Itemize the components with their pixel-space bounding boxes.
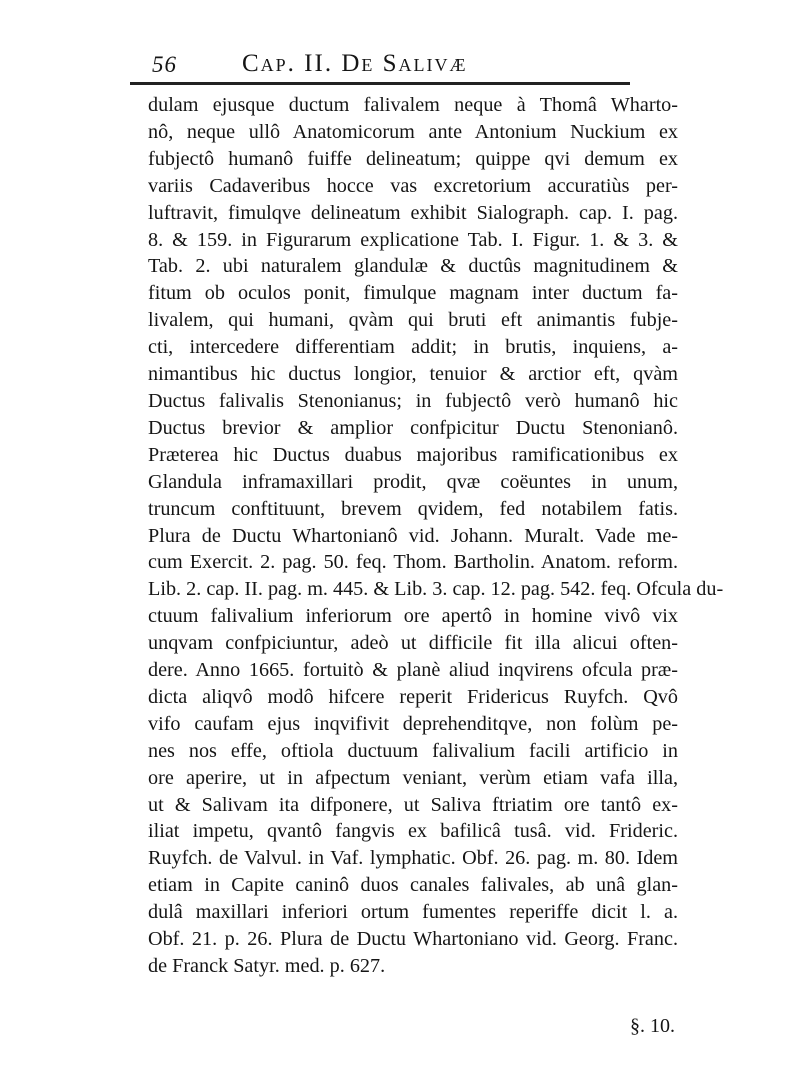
text-line: nes nos effe, oftiola ductuum falivalium facili artificio in [148, 739, 678, 762]
chapter-title: Cap. II. De Salivæ [242, 50, 468, 77]
text-line: etiam in Capite caninô duos canales falivales, ab unâ glan- [148, 874, 678, 897]
body-text [148, 92, 724, 980]
text-line: ore aperire, ut in afpectum veniant, verùm etiam vafa illa, [148, 766, 678, 789]
text-line: ctuum falivalium inferiorum ore apertô in homine vivô vix [148, 605, 678, 628]
text-line: truncum conftituunt, brevem qvidem, fed notabilem fatis. [148, 497, 678, 520]
text-line: dulam ejusque ductum falivalem neque à Thomâ Wharto- [148, 94, 678, 116]
text-line: Obf. 21. p. 26. Plura de Ductu Whartoniano vid. Georg. Franc. [148, 928, 678, 951]
text-line: Ruyfch. de Valvul. in Vaf. lymphatic. Obf. 26. pag. m. 80. Idem [148, 847, 678, 870]
text-line: dere. Anno 1665. fortuitò & planè aliud inqvirens ofcula præ- [148, 659, 678, 682]
page-number: 56 [152, 52, 177, 77]
text-line: nimantibus hic ductus longior, tenuior & arctior eft, qvàm [148, 363, 678, 386]
text-line: livalem, qui humani, qvàm qui bruti eft animantis fubje- [148, 309, 678, 332]
text-line: dicta aliqvô modô hifcere reperit Fridericus Ruyfch. Qvô [148, 685, 678, 708]
text-line: Glandula inframaxillari prodit, qvæ coëuntes in unum, [148, 470, 678, 493]
text-line: Ductus falivalis Stenonianus; in fubjectô verò humanô hic [148, 389, 678, 412]
text-line: Præterea hic Ductus duabus majoribus ramificationibus ex [148, 443, 678, 466]
text-line: cti, intercedere differentiam addit; in brutis, inquiens, a- [148, 336, 678, 359]
text-line: iliat impetu, qvantô fangvis ex bafilicâ tusâ. vid. Frideric. [148, 820, 678, 843]
text-line: 8. & 159. in Figurarum explicatione Tab. I. Figur. 1. & 3. & [148, 228, 678, 251]
text-line: luftravit, fimulqve delineatum exhibit Sialograph. cap. I. pag. [148, 201, 678, 224]
text-line: Lib. 2. cap. II. pag. m. 445. & Lib. 3. cap. 12. pag. 542. feq. Ofcula du- [148, 578, 724, 601]
running-head [130, 48, 670, 88]
text-line: Ductus brevior & amplior confpicitur Ductu Stenonianô. [148, 416, 678, 439]
text-line: fubjectô humanô fuiffe delineatum; quippe qvi demum ex [148, 147, 678, 170]
text-line: vifo caufam ejus inqvifivit deprehenditqve, non folùm pe- [148, 712, 678, 735]
header-rule [130, 82, 630, 85]
text-line: fitum ob oculos ponit, fimulque magnam inter ductum fa- [148, 282, 678, 305]
text-line: nô, neque ullô Anatomicorum ante Antonium Nuckium ex [148, 120, 678, 143]
text-line: de Franck Satyr. med. p. 627. [148, 955, 386, 977]
text-line: cum Exercit. 2. pag. 50. feq. Thom. Bartholin. Anatom. reform. [148, 551, 678, 574]
text-line: Plura de Ductu Whartonianô vid. Johann. Muralt. Vade me- [148, 524, 678, 547]
catchword: §. 10. [630, 1015, 675, 1037]
text-line: dulâ maxillari inferiori ortum fumentes reperiffe dicit l. a. [148, 901, 678, 924]
text-line: variis Cadaveribus hocce vas excretorium accuratiùs per- [148, 174, 678, 197]
text-line: ut & Salivam ita difponere, ut Saliva ftriatim ore tantô ex- [148, 793, 678, 816]
text-line: unqvam confpiciuntur, adeò ut difficile fit illa alicui often- [148, 632, 678, 655]
text-line: Tab. 2. ubi naturalem glandulæ & ductûs magnitudinem & [148, 255, 678, 278]
